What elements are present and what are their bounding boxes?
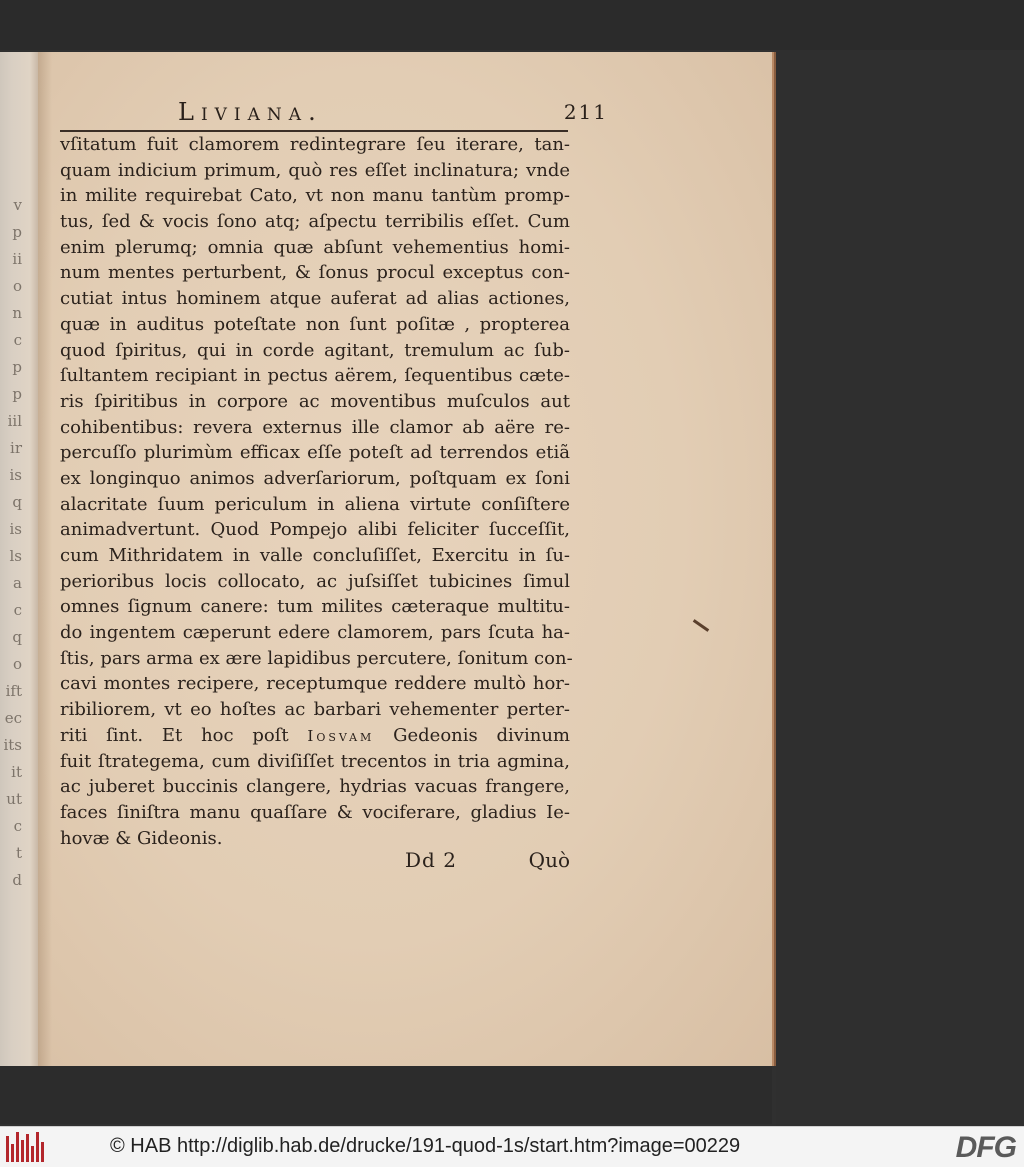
- left-edge-letter: iil: [7, 412, 22, 430]
- left-edge-letter: its: [3, 736, 22, 754]
- text-line: num mentes perturbent, & ſonus procul exceptus con-: [60, 262, 570, 284]
- text-line: omnes ſignum canere: tum milites cæteraque multitu-: [60, 596, 570, 618]
- text-line: percuſſo plurimùm efficax eſſe poteſt ad terrendos etiã: [60, 442, 570, 464]
- text-line-with-name: [60, 723, 570, 749]
- text-line: fuit ſtrategema, cum diviſiſſet trecentos in tria agmina,: [60, 750, 570, 772]
- catchword: Quò: [528, 848, 570, 872]
- running-title: Liviana.: [178, 98, 323, 126]
- left-edge-letter: p: [12, 358, 22, 376]
- left-edge-letter: ift: [5, 682, 22, 700]
- text-line: ribiliorem, vt eo hoſtes ac barbari vehementer perter-: [60, 699, 570, 721]
- page-footer: [60, 848, 570, 878]
- text-line: ſultantem recipiant in pectus aërem, ſequentibus cæte-: [60, 365, 570, 387]
- text-line: ris ſpiritibus in corpore ac moventibus muſculos aut: [60, 390, 570, 412]
- left-edge-letter: q: [12, 628, 22, 646]
- left-edge-letter: t: [15, 844, 22, 862]
- left-edge-letter: ii: [12, 250, 22, 268]
- left-edge-letter: ec: [4, 709, 22, 727]
- text-line: ac juberet buccinis clangere, hydrias vacuas frangere,: [60, 776, 570, 798]
- right-background: [776, 50, 1024, 1126]
- text-line: ſtis, pars arma ex ære lapidibus percutere, ſonitum con-: [60, 647, 573, 669]
- text-segment: Gedeonis divinum: [393, 724, 570, 746]
- left-edge-letter: n: [12, 304, 22, 322]
- body-text: [60, 132, 573, 851]
- left-page-edge-text: [0, 192, 22, 894]
- book-page: [38, 52, 772, 1066]
- text-line: quæ in auditus poteſtate non ſunt poſitæ , propterea: [60, 313, 570, 335]
- top-background: [0, 0, 1024, 50]
- text-segment: riti ſint. Et hoc poſt: [60, 724, 289, 746]
- left-edge-letter: ls: [9, 547, 22, 565]
- page-number: 211: [563, 100, 608, 124]
- left-edge-letter: q: [12, 493, 22, 511]
- left-edge-letter: c: [13, 331, 22, 349]
- left-edge-letter: is: [9, 520, 22, 538]
- text-line: alacritate ſuum periculum in aliena virtute conſiſtere: [60, 493, 570, 515]
- small-caps-name: Iosvam: [307, 726, 375, 745]
- text-line: ex longinquo animos adverſariorum, poſtquam ex ſoni: [60, 467, 570, 489]
- left-edge-letter: p: [12, 385, 22, 403]
- text-line: enim plerumq; omnia quæ abſunt vehementius homi-: [60, 236, 570, 258]
- left-edge-letter: is: [9, 466, 22, 484]
- left-edge-letter: p: [12, 223, 22, 241]
- text-line: quod ſpiritus, qui in corde agitant, tremulum ac ſub-: [60, 339, 570, 361]
- hab-logo-icon: [6, 1132, 46, 1162]
- text-line: cum Mithridatem in valle concluſiſſet, Exercitu in ſu-: [60, 545, 570, 566]
- text-line: cutiat intus hominem atque auferat ad alias actiones,: [60, 288, 570, 310]
- credit-bar: [0, 1126, 1024, 1167]
- left-edge-letter: d: [12, 871, 22, 889]
- left-edge-letter: ir: [10, 439, 22, 457]
- left-edge-letter: o: [12, 277, 22, 295]
- copyright-link[interactable]: © HAB http://diglib.hab.de/drucke/191-quod-1s/start.htm?image=00229: [110, 1135, 741, 1157]
- text-line: tus, ſed & vocis ſono atq; aſpectu terribilis eſſet. Cum: [60, 211, 570, 233]
- text-line: cavi montes recipere, receptumque reddere multò hor-: [60, 673, 570, 695]
- left-edge-letter: ut: [6, 790, 22, 808]
- text-line: cohibentibus: revera externus ille clamor ab aëre re-: [60, 416, 570, 438]
- signature-mark: Dd 2: [405, 848, 457, 872]
- text-line: do ingentem cæperunt edere clamorem, pars ſcuta ha-: [60, 622, 570, 644]
- dfg-logo: DFG: [955, 1131, 1016, 1164]
- left-edge-letter: v: [13, 196, 22, 214]
- left-edge-letter: it: [11, 763, 22, 781]
- left-page-stack: [0, 52, 40, 1124]
- left-edge-letter: o: [12, 655, 22, 673]
- left-edge-letter: c: [13, 601, 22, 619]
- text-line: perioribus locis collocato, ac juſsiſſet tubicines ſimul: [60, 570, 570, 592]
- text-line: hovæ & Gideonis.: [60, 827, 223, 849]
- left-edge-letter: c: [13, 817, 22, 835]
- text-line: vſitatum fuit clamorem redintegrare ſeu iterare, tan-: [60, 134, 570, 155]
- page-header: [178, 98, 608, 128]
- text-line: animadvertunt. Quod Pompejo alibi feliciter ſucceſſit,: [60, 519, 570, 541]
- text-line: quam indicium primum, quò res eſſet inclinatura; vnde: [60, 159, 570, 181]
- text-line: faces ſiniſtra manu quaſſare & vociferare, gladius Ie-: [60, 801, 570, 823]
- text-line: in milite requirebat Cato, vt non manu tantùm promp-: [60, 185, 570, 207]
- left-edge-letter: a: [13, 574, 22, 592]
- under-page-background: [0, 1066, 772, 1124]
